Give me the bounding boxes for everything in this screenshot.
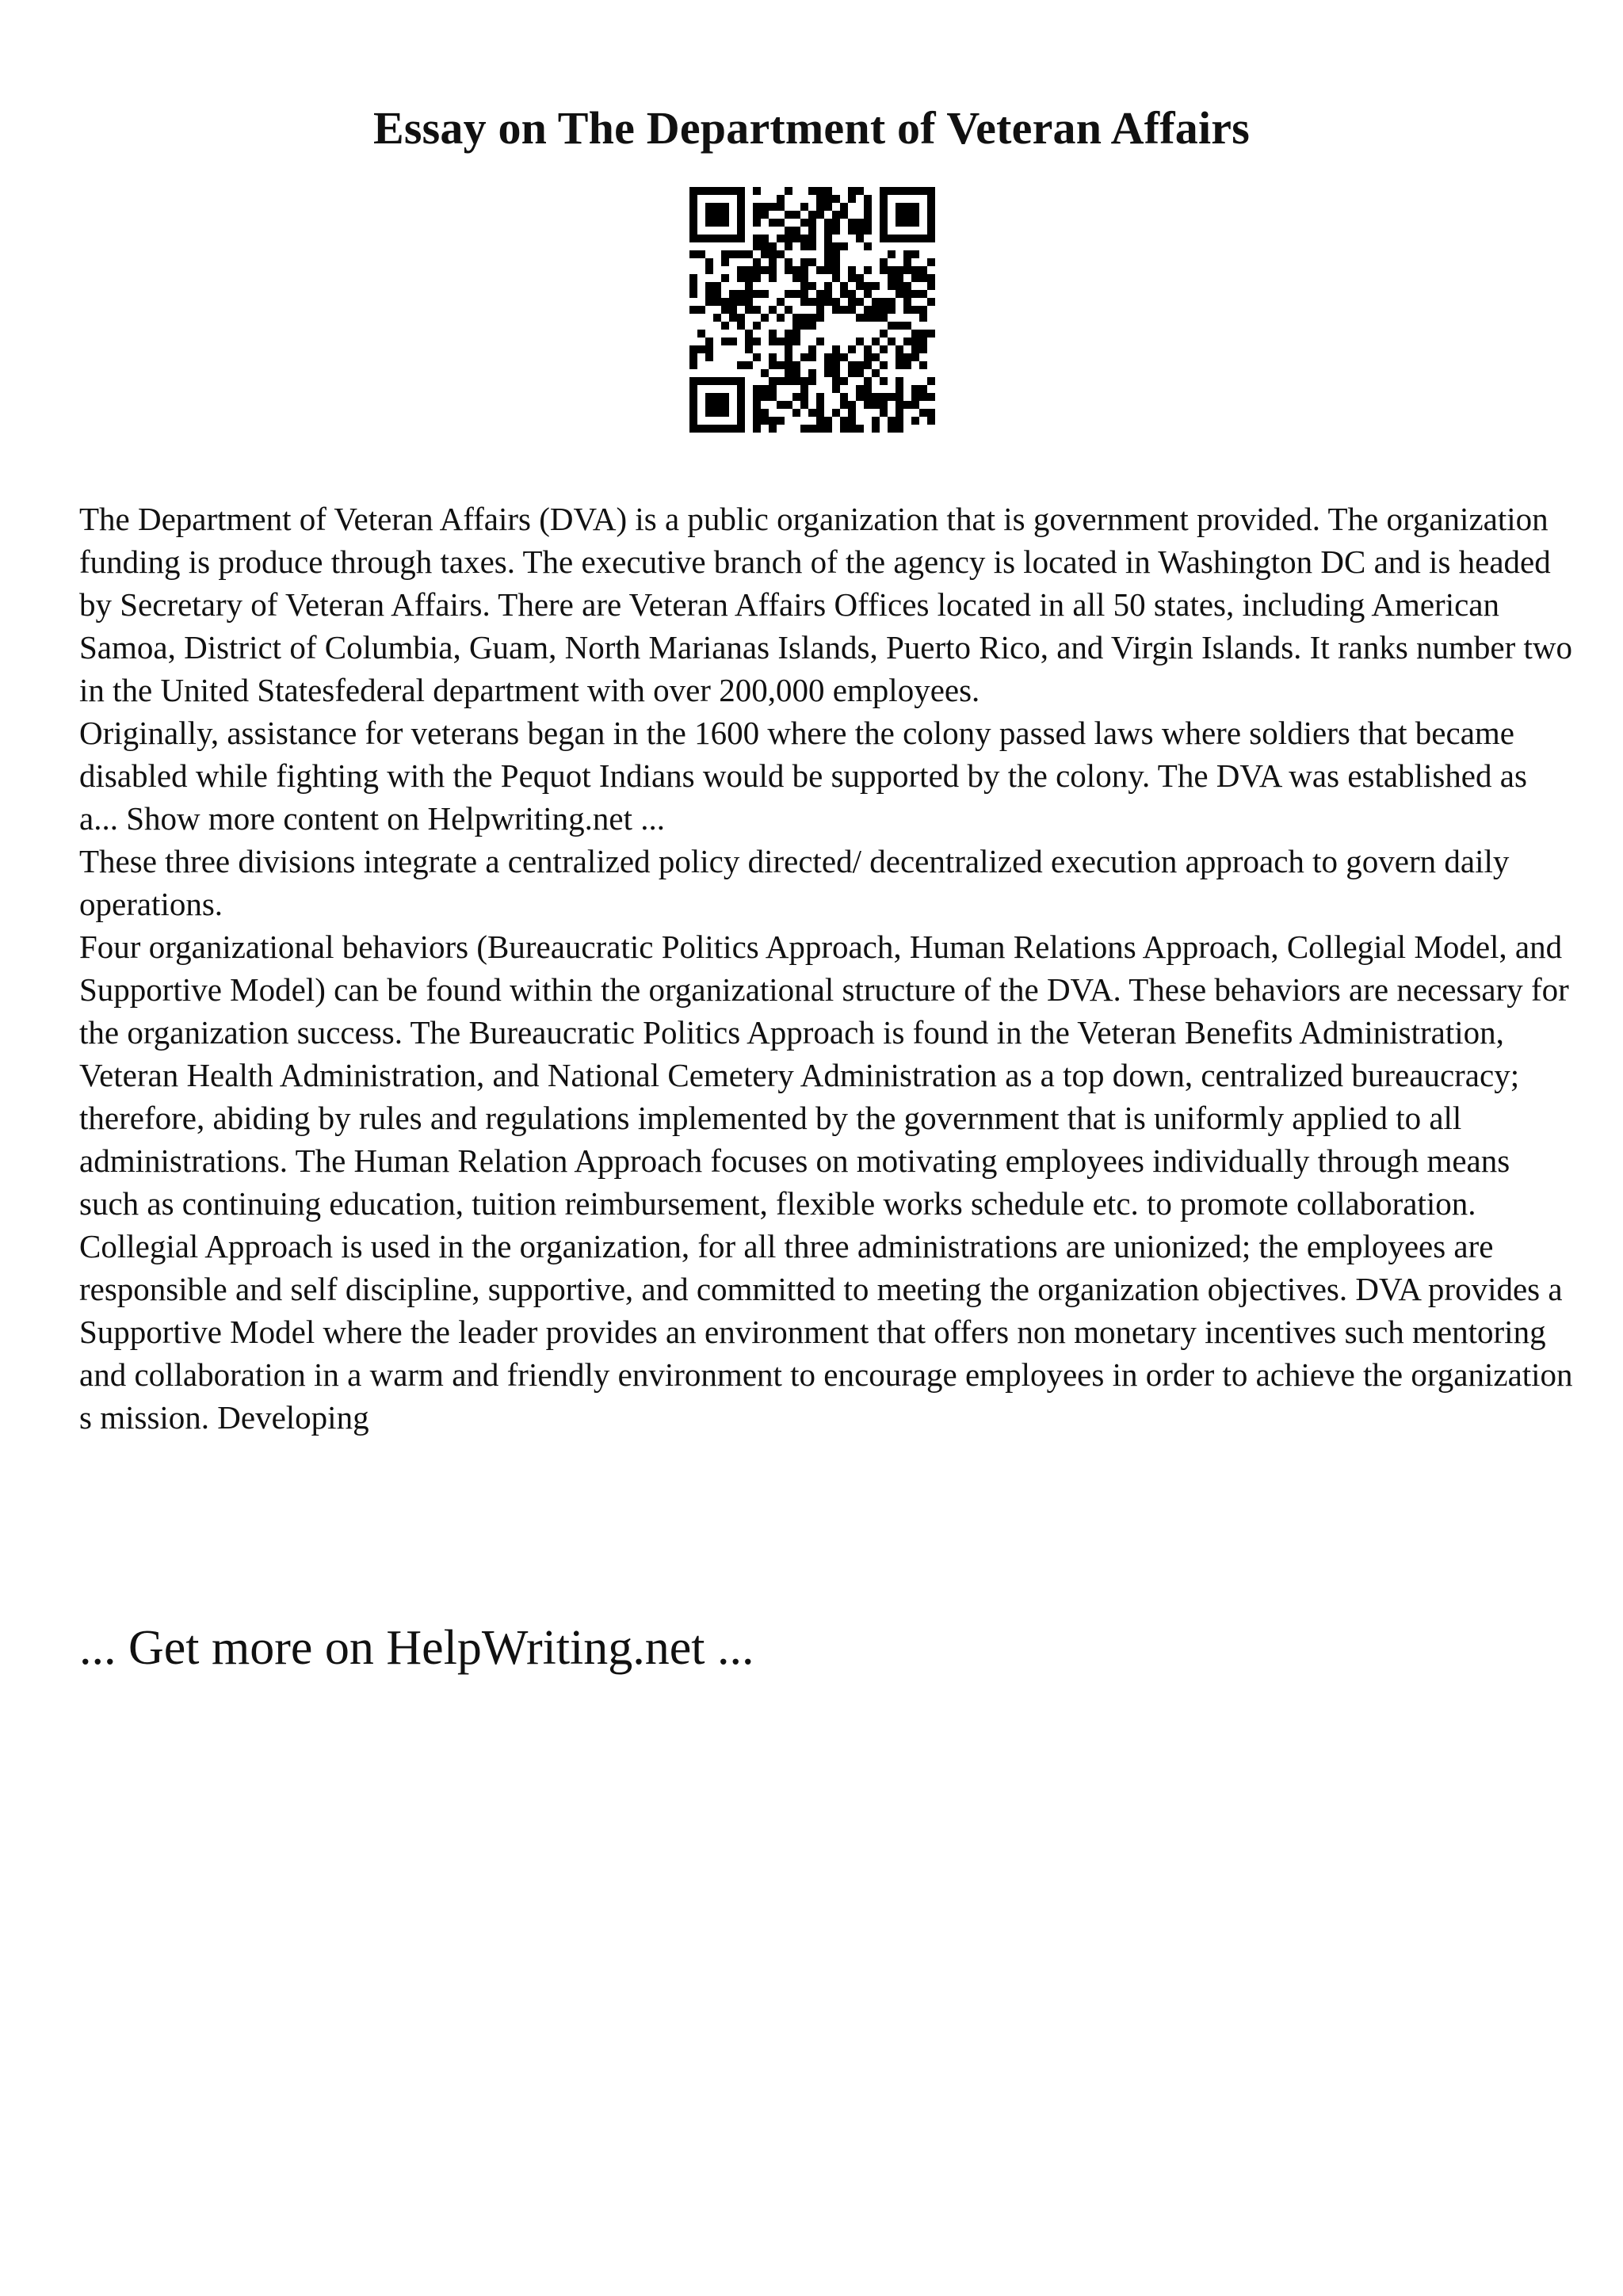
- paragraph-2: Originally, assistance for veterans began in the 1600 where the colony passed laws where soldiers that became disabled while fighting with the Pequot Indians would be supported by the colony. The DVA was established as a... Show more content on Helpwriting.net ...: [79, 715, 1527, 837]
- qr-code-icon: [689, 187, 935, 433]
- paragraph-4: Four organizational behaviors (Bureaucratic Politics Approach, Human Relations Approach, Collegial Model, and Supportive Model) can be found within the organizational structure of the DVA. These behaviors are necessary for the organization success. The Bureaucratic Politics Approach is found in the Veteran Benefits Administration, Veteran Health Administration, and National Cemetery Administration as a top down, centralized bureaucracy; therefore, abiding by rules and regulations implemented by the government that is uniformly applied to all administrations. The Human Relation Approach focuses on motivating employees individually through means such as continuing education, tuition reimbursement, flexible works schedule etc. to promote collaboration. Collegial Approach is used in the organization, for all three administrations are unionized; the employees are responsible and self discipline, supportive, and committed to meeting the organization objectives. DVA provides a Supportive Model where the leader provides an environment that offers non monetary incentives such mentoring and collaboration in a warm and friendly environment to encourage employees in order to achieve the organization s mission. Developing: [79, 929, 1573, 1436]
- paragraph-1: The Department of Veteran Affairs (DVA) is a public organization that is government provided. The organization funding is produce through taxes. The executive branch of the agency is located in Washington DC and is headed by Secretary of Veteran Affairs. There are Veteran Affairs Offices located in all 50 states, including American Samoa, District of Columbia, Guam, North Marianas Islands, Puerto Rico, and Virgin Islands. It ranks number two in the United Statesfederal department with over 200,000 employees.: [79, 501, 1573, 708]
- essay-body: [79, 498, 1573, 1439]
- document-title: Essay on The Department of Veteran Affairs: [372, 102, 1251, 154]
- paragraph-3: These three divisions integrate a centralized policy directed/ decentralized execution approach to govern daily operations.: [79, 843, 1510, 922]
- qr-code-graphic: [689, 187, 935, 433]
- get-more-link[interactable]: ... Get more on HelpWriting.net ...: [79, 1621, 754, 1675]
